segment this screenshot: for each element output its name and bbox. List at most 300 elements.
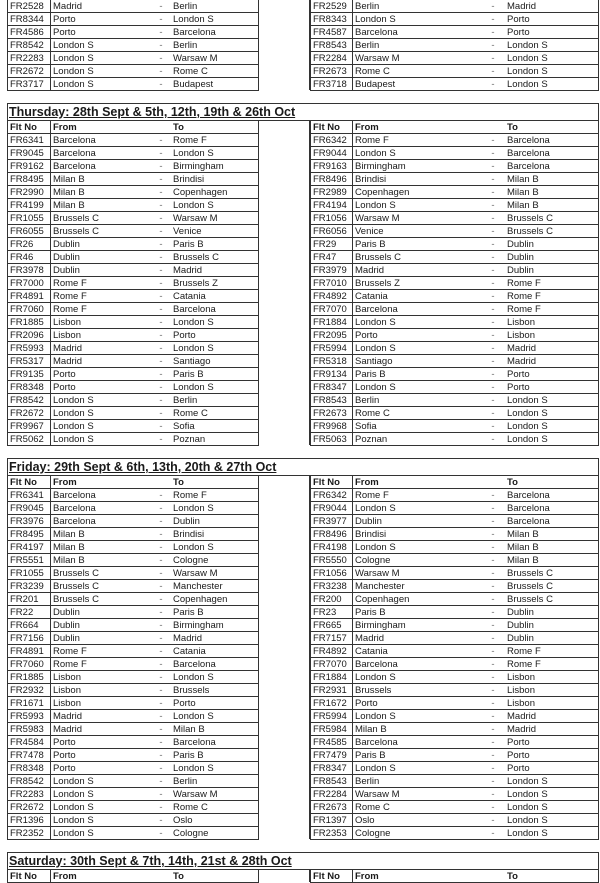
destination: Porto	[171, 696, 259, 709]
separator: -	[481, 25, 505, 38]
origin: London S	[51, 38, 151, 51]
origin: Lisbon	[51, 328, 151, 341]
origin: Rome F	[353, 488, 481, 501]
destination: Madrid	[505, 354, 599, 367]
separator: -	[151, 276, 171, 289]
origin: Rome F	[51, 644, 151, 657]
separator: -	[151, 198, 171, 211]
separator: -	[151, 64, 171, 77]
origin: London S	[353, 709, 481, 722]
gap-column	[259, 276, 310, 289]
header-gap	[259, 869, 310, 882]
gap-column	[259, 133, 310, 146]
flight-number: FR8344	[7, 12, 51, 25]
origin: London S	[51, 787, 151, 800]
origin: Poznan	[353, 432, 481, 445]
gap-column	[259, 224, 310, 237]
flight-number: FR2283	[7, 787, 51, 800]
separator: -	[481, 146, 505, 159]
gap-column	[259, 237, 310, 250]
separator: -	[151, 722, 171, 735]
separator: -	[481, 540, 505, 553]
gap-column	[259, 826, 310, 839]
destination: Brussels	[171, 683, 259, 696]
destination: Rome C	[171, 406, 259, 419]
separator: -	[151, 393, 171, 406]
table-row	[0, 367, 600, 380]
table-row	[0, 224, 600, 237]
separator: -	[481, 133, 505, 146]
destination: Brussels C	[505, 224, 599, 237]
destination: Milan B	[505, 198, 599, 211]
header-flt-no-right: Flt No	[310, 869, 353, 882]
destination: London S	[505, 432, 599, 445]
origin: Barcelona	[353, 657, 481, 670]
gap-column	[259, 787, 310, 800]
destination: Madrid	[505, 709, 599, 722]
gap-column	[259, 367, 310, 380]
origin: London S	[353, 501, 481, 514]
origin: London S	[353, 146, 481, 159]
table-row	[0, 289, 600, 302]
day-title-text: Thursday: 28th Sept & 5th, 12th, 19th & 26th Oct	[9, 105, 296, 119]
table-row	[0, 38, 600, 51]
origin: Brindisi	[353, 527, 481, 540]
separator: -	[151, 631, 171, 644]
destination: Poznan	[171, 432, 259, 445]
flight-number: FR4891	[7, 644, 51, 657]
origin: London S	[353, 670, 481, 683]
separator: -	[151, 172, 171, 185]
gap-column	[259, 774, 310, 787]
origin: Barcelona	[51, 146, 151, 159]
flight-number: FR6341	[7, 133, 51, 146]
origin: Milan B	[51, 553, 151, 566]
gap-column	[259, 172, 310, 185]
destination: Warsaw M	[171, 211, 259, 224]
separator: -	[151, 328, 171, 341]
destination: Berlin	[171, 38, 259, 51]
destination: Copenhagen	[171, 592, 259, 605]
flight-number: FR1884	[310, 670, 353, 683]
gap-column	[259, 631, 310, 644]
flight-number: FR8343	[310, 12, 353, 25]
flight-number: FR3977	[310, 514, 353, 527]
destination: Barcelona	[505, 146, 599, 159]
origin: London S	[51, 406, 151, 419]
day-section-title	[7, 458, 599, 475]
header-to-right: To	[505, 120, 599, 133]
destination: London S	[505, 787, 599, 800]
header-from-left: From	[51, 475, 151, 488]
table-bottom-border-left	[7, 90, 259, 91]
origin: Brussels	[353, 683, 481, 696]
table-row	[0, 211, 600, 224]
separator: -	[481, 618, 505, 631]
flight-number: FR5551	[7, 553, 51, 566]
flight-number: FR4199	[7, 198, 51, 211]
gap-column	[259, 657, 310, 670]
table-row	[0, 302, 600, 315]
origin: Madrid	[353, 631, 481, 644]
origin: Milan B	[353, 722, 481, 735]
table-row	[0, 172, 600, 185]
origin: Brussels C	[51, 224, 151, 237]
table-row	[0, 77, 600, 90]
destination: London S	[505, 774, 599, 787]
origin: London S	[51, 419, 151, 432]
separator: -	[481, 289, 505, 302]
separator: -	[151, 367, 171, 380]
flight-number: FR1397	[310, 813, 353, 826]
origin: Cologne	[353, 553, 481, 566]
gap-column	[259, 540, 310, 553]
destination: London S	[505, 813, 599, 826]
header-to-right: To	[505, 869, 599, 882]
separator: -	[481, 432, 505, 445]
origin: Birmingham	[353, 618, 481, 631]
separator: -	[151, 761, 171, 774]
table-row	[0, 501, 600, 514]
table-row	[0, 696, 600, 709]
separator: -	[481, 315, 505, 328]
flight-number: FR9045	[7, 146, 51, 159]
flight-number: FR9045	[7, 501, 51, 514]
gap-column	[259, 605, 310, 618]
flight-number: FR3978	[7, 263, 51, 276]
origin: London S	[353, 12, 481, 25]
destination: Milan B	[505, 553, 599, 566]
table-header-row	[0, 475, 600, 488]
flight-number: FR2672	[7, 800, 51, 813]
origin: Brussels C	[51, 579, 151, 592]
flight-number: FR7060	[7, 302, 51, 315]
separator: -	[151, 419, 171, 432]
separator: -	[481, 172, 505, 185]
destination: Venice	[171, 224, 259, 237]
origin: Porto	[51, 380, 151, 393]
separator: -	[151, 813, 171, 826]
origin: Rome F	[353, 133, 481, 146]
flight-number: FR8543	[310, 774, 353, 787]
origin: London S	[51, 774, 151, 787]
destination: London S	[505, 826, 599, 839]
origin: Paris B	[353, 237, 481, 250]
origin: Barcelona	[51, 133, 151, 146]
destination: London S	[171, 380, 259, 393]
separator: -	[151, 605, 171, 618]
gap-column	[259, 527, 310, 540]
origin: Brussels C	[51, 211, 151, 224]
separator: -	[151, 501, 171, 514]
destination: Oslo	[171, 813, 259, 826]
flight-number: FR8347	[310, 761, 353, 774]
gap-column	[259, 77, 310, 90]
destination: London S	[505, 64, 599, 77]
day-title-text: Saturday: 30th Sept & 7th, 14th, 21st & 28th Oct	[9, 854, 292, 868]
gap-column	[259, 748, 310, 761]
flight-number: FR3976	[7, 514, 51, 527]
origin: Oslo	[353, 813, 481, 826]
origin: Budapest	[353, 77, 481, 90]
table-row	[0, 787, 600, 800]
destination: Brussels C	[171, 250, 259, 263]
separator: -	[481, 12, 505, 25]
destination: London S	[171, 540, 259, 553]
destination: Madrid	[505, 0, 599, 12]
origin: Dublin	[51, 263, 151, 276]
gap-column	[259, 683, 310, 696]
table-row	[0, 657, 600, 670]
origin: Cologne	[353, 826, 481, 839]
destination: Barcelona	[505, 488, 599, 501]
destination: London S	[505, 800, 599, 813]
table-row	[0, 12, 600, 25]
gap-column	[259, 393, 310, 406]
header-flt-no-right: Flt No	[310, 120, 353, 133]
separator: -	[481, 302, 505, 315]
destination: Porto	[505, 12, 599, 25]
separator: -	[151, 800, 171, 813]
gap-column	[259, 432, 310, 445]
separator: -	[151, 354, 171, 367]
gap-column	[259, 514, 310, 527]
table-row	[0, 813, 600, 826]
destination: Milan B	[505, 540, 599, 553]
destination: Porto	[505, 380, 599, 393]
origin: Barcelona	[353, 302, 481, 315]
separator: -	[151, 787, 171, 800]
origin: Madrid	[51, 722, 151, 735]
gap-column	[259, 0, 310, 12]
flight-number: FR8542	[7, 774, 51, 787]
table-row	[0, 748, 600, 761]
gap-column	[259, 185, 310, 198]
destination: Rome F	[505, 302, 599, 315]
origin: Warsaw M	[353, 566, 481, 579]
origin: Rome C	[353, 800, 481, 813]
destination: Dublin	[505, 237, 599, 250]
separator: -	[481, 263, 505, 276]
separator: -	[151, 185, 171, 198]
separator: -	[481, 514, 505, 527]
destination: Milan B	[505, 185, 599, 198]
destination: London S	[171, 670, 259, 683]
header-gap	[259, 475, 310, 488]
separator: -	[151, 380, 171, 393]
origin: Lisbon	[51, 315, 151, 328]
separator: -	[481, 354, 505, 367]
separator: -	[481, 605, 505, 618]
table-row	[0, 133, 600, 146]
table-row	[0, 618, 600, 631]
flight-number: FR2673	[310, 406, 353, 419]
flight-number: FR7157	[310, 631, 353, 644]
flight-number: FR3979	[310, 263, 353, 276]
separator: -	[151, 566, 171, 579]
destination: Santiago	[171, 354, 259, 367]
separator: -	[481, 77, 505, 90]
destination: Porto	[171, 328, 259, 341]
table-bottom-border-left	[7, 445, 259, 446]
separator: -	[481, 813, 505, 826]
gap-column	[259, 64, 310, 77]
header-flt-no-right: Flt No	[310, 475, 353, 488]
origin: Warsaw M	[353, 787, 481, 800]
destination: Barcelona	[171, 735, 259, 748]
flight-number: FR3718	[310, 77, 353, 90]
origin: Paris B	[353, 748, 481, 761]
table-row	[0, 419, 600, 432]
origin: Dublin	[51, 618, 151, 631]
separator: -	[481, 406, 505, 419]
destination: Madrid	[505, 722, 599, 735]
flight-number: FR47	[310, 250, 353, 263]
origin: Rome C	[353, 406, 481, 419]
table-row	[0, 146, 600, 159]
flight-number: FR2989	[310, 185, 353, 198]
separator: -	[151, 488, 171, 501]
separator: -	[151, 12, 171, 25]
header-flt-no-left: Flt No	[7, 475, 51, 488]
flight-number: FR5984	[310, 722, 353, 735]
destination: London S	[505, 38, 599, 51]
flight-number: FR2529	[310, 0, 353, 12]
flight-number: FR8348	[7, 761, 51, 774]
separator: -	[151, 618, 171, 631]
destination: London S	[505, 51, 599, 64]
separator: -	[481, 38, 505, 51]
flight-number: FR6341	[7, 488, 51, 501]
destination: Lisbon	[505, 696, 599, 709]
separator: -	[481, 670, 505, 683]
gap-column	[259, 198, 310, 211]
destination: Lisbon	[505, 683, 599, 696]
origin: London S	[353, 380, 481, 393]
origin: Rome C	[353, 64, 481, 77]
destination: Copenhagen	[171, 185, 259, 198]
destination: Cologne	[171, 553, 259, 566]
destination: Barcelona	[505, 159, 599, 172]
origin: Madrid	[51, 341, 151, 354]
separator: -	[481, 748, 505, 761]
destination: Barcelona	[171, 657, 259, 670]
table-row	[0, 683, 600, 696]
destination: Manchester	[171, 579, 259, 592]
separator: -	[481, 0, 505, 12]
separator: -	[481, 553, 505, 566]
flight-number: FR201	[7, 592, 51, 605]
flight-number: FR3717	[7, 77, 51, 90]
separator: -	[481, 527, 505, 540]
origin: Barcelona	[353, 25, 481, 38]
destination: Paris B	[171, 237, 259, 250]
flight-number: FR8542	[7, 393, 51, 406]
flight-number: FR1671	[7, 696, 51, 709]
flight-number: FR2283	[7, 51, 51, 64]
origin: Barcelona	[353, 735, 481, 748]
separator: -	[481, 488, 505, 501]
separator: -	[151, 657, 171, 670]
destination: Rome F	[505, 644, 599, 657]
origin: Porto	[51, 735, 151, 748]
origin: Brussels C	[353, 250, 481, 263]
separator: -	[151, 527, 171, 540]
destination: Catania	[171, 644, 259, 657]
destination: Brussels C	[505, 211, 599, 224]
flight-number: FR2672	[7, 406, 51, 419]
separator: -	[151, 133, 171, 146]
destination: Milan B	[505, 527, 599, 540]
table-row	[0, 592, 600, 605]
destination: London S	[171, 761, 259, 774]
destination: Dublin	[505, 605, 599, 618]
flight-number: FR46	[7, 250, 51, 263]
gap-column	[259, 211, 310, 224]
table-bottom-border-left	[7, 839, 259, 840]
separator: -	[151, 683, 171, 696]
origin: Barcelona	[51, 501, 151, 514]
flight-number: FR7478	[7, 748, 51, 761]
origin: Madrid	[51, 0, 151, 12]
table-row	[0, 237, 600, 250]
separator: -	[151, 670, 171, 683]
flight-number: FR5063	[310, 432, 353, 445]
flight-number: FR8542	[7, 38, 51, 51]
table-row	[0, 0, 600, 12]
table-header-row	[0, 869, 600, 882]
flight-number: FR4197	[7, 540, 51, 553]
table-row	[0, 527, 600, 540]
origin: Berlin	[353, 393, 481, 406]
separator: -	[151, 77, 171, 90]
origin: Paris B	[353, 367, 481, 380]
destination: Berlin	[171, 393, 259, 406]
origin: Brussels Z	[353, 276, 481, 289]
origin: Catania	[353, 644, 481, 657]
gap-column	[259, 722, 310, 735]
gap-column	[259, 488, 310, 501]
separator: -	[151, 51, 171, 64]
table-row	[0, 644, 600, 657]
flight-number: FR8347	[310, 380, 353, 393]
separator: -	[481, 592, 505, 605]
separator: -	[481, 644, 505, 657]
separator: -	[151, 211, 171, 224]
header-spacer-left	[151, 475, 171, 488]
header-to-right: To	[505, 475, 599, 488]
origin: Dublin	[51, 631, 151, 644]
origin: Warsaw M	[353, 211, 481, 224]
destination: Rome C	[171, 800, 259, 813]
origin: Lisbon	[51, 683, 151, 696]
table-row	[0, 709, 600, 722]
separator: -	[481, 51, 505, 64]
separator: -	[151, 250, 171, 263]
table-row	[0, 540, 600, 553]
separator: -	[151, 553, 171, 566]
gap-column	[259, 696, 310, 709]
table-row	[0, 631, 600, 644]
flight-number: FR8543	[310, 38, 353, 51]
separator: -	[151, 224, 171, 237]
flight-number: FR1056	[310, 566, 353, 579]
flight-number: FR3238	[310, 579, 353, 592]
flight-number: FR1055	[7, 211, 51, 224]
origin: Dublin	[51, 250, 151, 263]
origin: Milan B	[51, 172, 151, 185]
table-row	[0, 276, 600, 289]
